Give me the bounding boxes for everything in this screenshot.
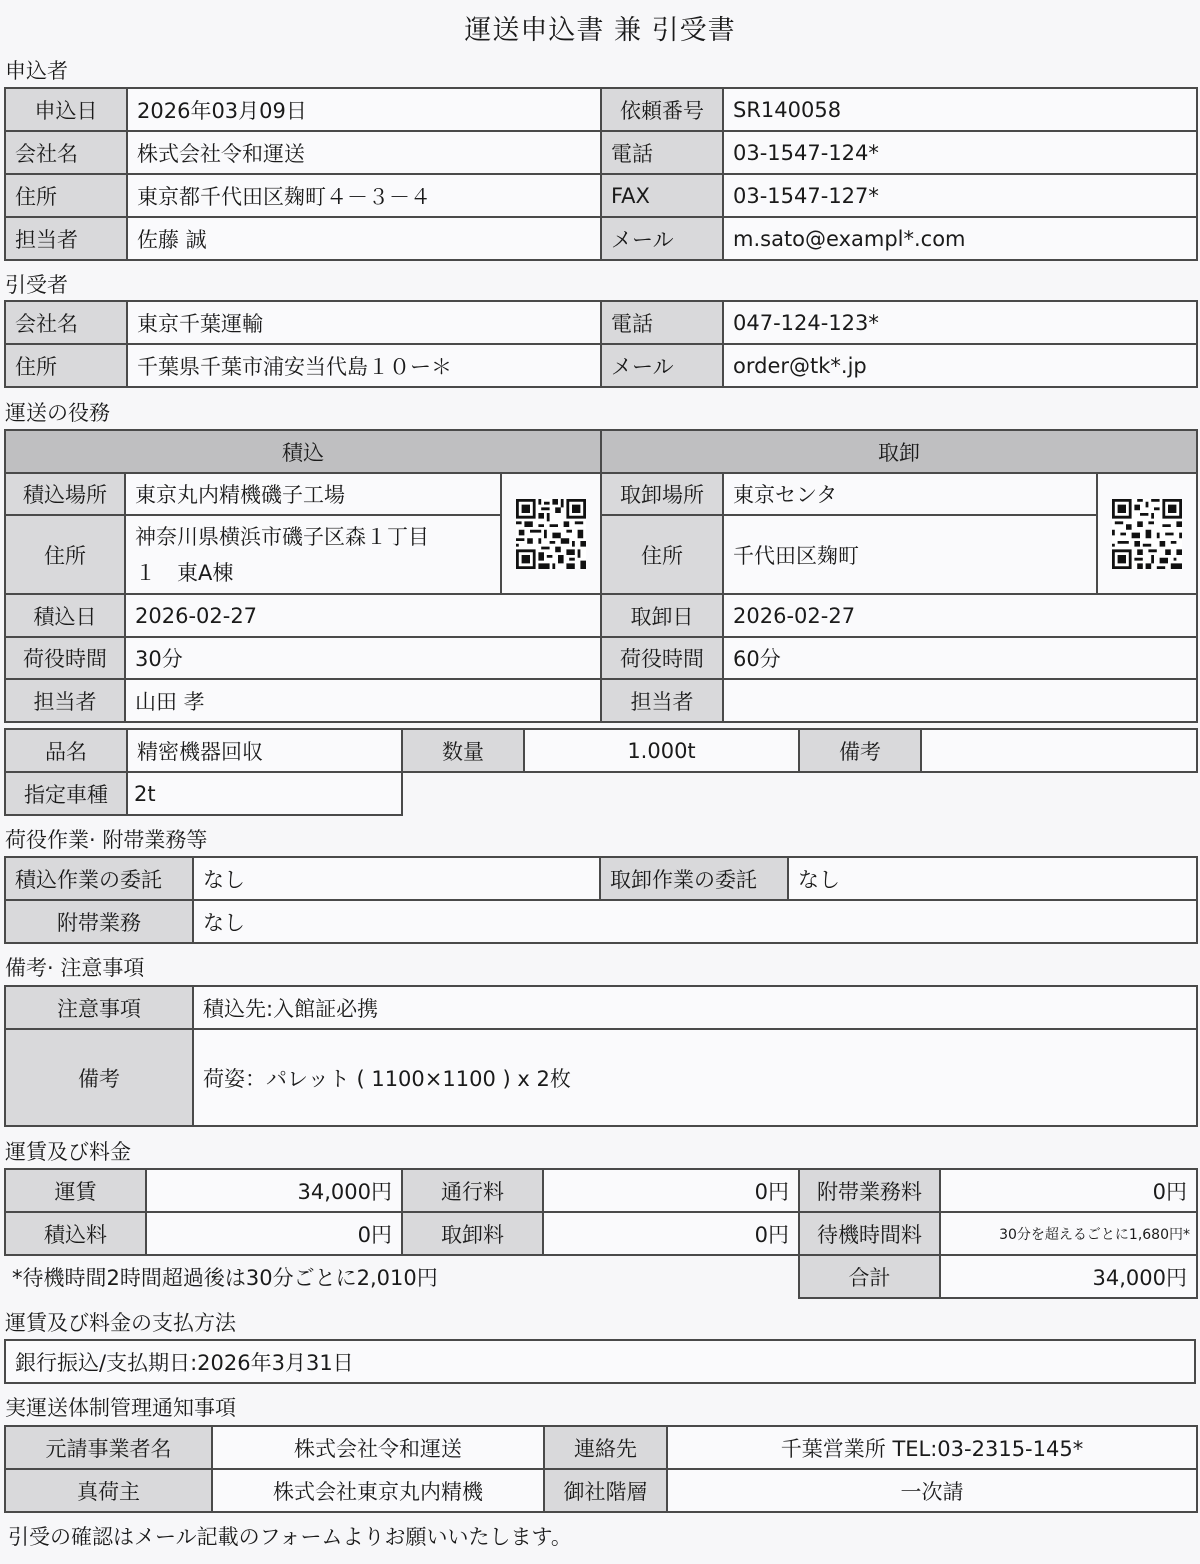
total-table xyxy=(798,1254,1198,1299)
unload-consign: なし xyxy=(788,857,1197,900)
ancillary: なし xyxy=(193,900,1197,943)
loading-address-line2: １ 東A棟 xyxy=(135,560,234,585)
remarks: 荷姿：パレット ( 1100×1100 ) x 2枚 xyxy=(193,1029,1197,1126)
ancillary-fee: 0円 xyxy=(940,1169,1197,1212)
payment-table xyxy=(4,1339,1196,1384)
unloading-fee: 0円 xyxy=(543,1212,799,1255)
label-toll: 通行料 xyxy=(402,1169,543,1212)
label-contact: 連絡先 xyxy=(544,1426,667,1469)
label-ancillary-fee: 附帯業務料 xyxy=(799,1169,940,1212)
unloading-header: 取卸 xyxy=(601,430,1197,473)
label-cargo-remarks: 備考 xyxy=(799,729,921,772)
applicant-address: 東京都千代田区麹町４－３－４ xyxy=(127,174,601,217)
loading-qr-cell xyxy=(501,473,601,594)
label-address: 住所 xyxy=(5,344,127,387)
cargo-table xyxy=(4,728,1198,773)
label-loading-time: 荷役時間 xyxy=(5,637,125,679)
unloading-address: 千代田区麹町 xyxy=(723,515,1097,594)
unloading-qr-cell xyxy=(1097,473,1197,594)
fees-table xyxy=(4,1168,1198,1256)
unloading-time: 60分 xyxy=(723,637,1197,679)
vehicle-table xyxy=(4,771,403,816)
label-true-shipper: 真荷主 xyxy=(5,1469,212,1512)
label-email: メール xyxy=(601,344,723,387)
loading-date: 2026-02-27 xyxy=(125,594,601,637)
label-prime-contractor: 元請事業者名 xyxy=(5,1426,212,1469)
cargo-remarks xyxy=(921,729,1197,772)
section-receiver: 引受者 xyxy=(5,273,68,297)
label-address: 住所 xyxy=(5,174,127,217)
label-item: 品名 xyxy=(5,729,127,772)
loading-address xyxy=(125,515,501,594)
document-title: 運送申込書 兼 引受書 xyxy=(464,15,736,46)
applicant-person: 佐藤 誠 xyxy=(127,217,601,260)
label-loading-address: 住所 xyxy=(5,515,125,594)
tier: 一次請 xyxy=(667,1469,1197,1512)
notes-table xyxy=(4,985,1198,1127)
label-loading-person: 担当者 xyxy=(5,679,125,722)
label-vehicle: 指定車種 xyxy=(5,772,127,815)
item-name: 精密機器回収 xyxy=(127,729,402,772)
fees-footnote: *待機時間2時間超過後は30分ごとに2,010円 xyxy=(12,1266,438,1290)
unloading-date: 2026-02-27 xyxy=(723,594,1197,637)
label-tier: 御社階層 xyxy=(544,1469,667,1512)
total: 34,000円 xyxy=(940,1255,1197,1298)
label-person: 担当者 xyxy=(5,217,127,260)
label-caution: 注意事項 xyxy=(5,986,193,1029)
payment-method: 銀行振込/支払期日:2026年3月31日 xyxy=(5,1340,1195,1383)
label-unloading-place: 取卸場所 xyxy=(601,473,723,515)
qr-code-icon xyxy=(1112,499,1182,569)
label-waiting-fee: 待機時間料 xyxy=(799,1212,940,1255)
label-phone: 電話 xyxy=(601,131,723,174)
transport-table xyxy=(4,429,1198,723)
section-actual-transport: 実運送体制管理通知事項 xyxy=(5,1396,236,1420)
receiver-table xyxy=(4,300,1198,388)
section-handling: 荷役作業· 附帯業務等 xyxy=(5,828,208,852)
footer-note: 引受の確認はメール記載のフォームよりお願いいたします。 xyxy=(8,1525,572,1549)
section-notes: 備考· 注意事項 xyxy=(5,956,145,980)
label-load-consign: 積込作業の委託 xyxy=(5,857,193,900)
waiting-fee: 30分を超えるごとに1,680円* xyxy=(940,1212,1197,1255)
applicant-company: 株式会社令和運送 xyxy=(127,131,601,174)
applicant-fax: 03-1547-127* xyxy=(723,174,1197,217)
unloading-person xyxy=(723,679,1197,722)
quantity: 1.000t xyxy=(524,729,799,772)
label-loading-date: 積込日 xyxy=(5,594,125,637)
load-consign: なし xyxy=(193,857,600,900)
qr-code-icon xyxy=(516,499,586,569)
receiver-address: 千葉県千葉市浦安当代島１０ー＊ xyxy=(127,344,601,387)
application-date: 2026年03月09日 xyxy=(127,88,601,131)
toll: 0円 xyxy=(543,1169,799,1212)
label-unloading-time: 荷役時間 xyxy=(601,637,723,679)
label-unloading-fee: 取卸料 xyxy=(402,1212,543,1255)
loading-header: 積込 xyxy=(5,430,601,473)
label-unloading-address: 住所 xyxy=(601,515,723,594)
label-phone: 電話 xyxy=(601,301,723,344)
section-applicant: 申込者 xyxy=(5,59,68,83)
label-application-date: 申込日 xyxy=(5,88,127,131)
section-fees: 運賃及び料金 xyxy=(5,1140,131,1164)
true-shipper: 株式会社東京丸内精機 xyxy=(212,1469,544,1512)
actual-transport-table xyxy=(4,1425,1198,1513)
loading-time: 30分 xyxy=(125,637,601,679)
label-email: メール xyxy=(601,217,723,260)
receiver-company: 東京千葉運輸 xyxy=(127,301,601,344)
loading-fee: 0円 xyxy=(146,1212,402,1255)
label-unloading-person: 担当者 xyxy=(601,679,723,722)
fare: 34,000円 xyxy=(146,1169,402,1212)
label-loading-fee: 積込料 xyxy=(5,1212,146,1255)
prime-contractor: 株式会社令和運送 xyxy=(212,1426,544,1469)
caution: 積込先:入館証必携 xyxy=(193,986,1197,1029)
label-company: 会社名 xyxy=(5,301,127,344)
label-loading-place: 積込場所 xyxy=(5,473,125,515)
receiver-phone: 047-124-123* xyxy=(723,301,1197,344)
loading-person: 山田 孝 xyxy=(125,679,601,722)
applicant-email[interactable]: m.sato@exampl*.com xyxy=(723,217,1197,260)
label-request-number: 依頼番号 xyxy=(601,88,723,131)
handling-table xyxy=(4,856,1198,944)
loading-place: 東京丸内精機磯子工場 xyxy=(125,473,501,515)
label-unload-consign: 取卸作業の委託 xyxy=(600,857,788,900)
contact: 千葉営業所 TEL:03-2315-145* xyxy=(667,1426,1197,1469)
section-payment: 運賃及び料金の支払方法 xyxy=(5,1311,236,1335)
request-number: SR140058 xyxy=(723,88,1197,131)
receiver-email[interactable]: order@tk*.jp xyxy=(723,344,1197,387)
loading-address-line1: 神奈川県横浜市磯子区森１丁目 xyxy=(135,524,429,549)
label-fax: FAX xyxy=(601,174,723,217)
label-company: 会社名 xyxy=(5,131,127,174)
label-quantity: 数量 xyxy=(402,729,524,772)
vehicle-type: 2t xyxy=(127,772,402,815)
applicant-table xyxy=(4,87,1198,261)
label-total: 合計 xyxy=(799,1255,940,1298)
label-ancillary: 附帯業務 xyxy=(5,900,193,943)
label-fare: 運賃 xyxy=(5,1169,146,1212)
label-unloading-date: 取卸日 xyxy=(601,594,723,637)
applicant-phone: 03-1547-124* xyxy=(723,131,1197,174)
label-remarks: 備考 xyxy=(5,1029,193,1126)
section-transport: 運送の役務 xyxy=(5,401,110,425)
unloading-place: 東京センタ xyxy=(723,473,1097,515)
